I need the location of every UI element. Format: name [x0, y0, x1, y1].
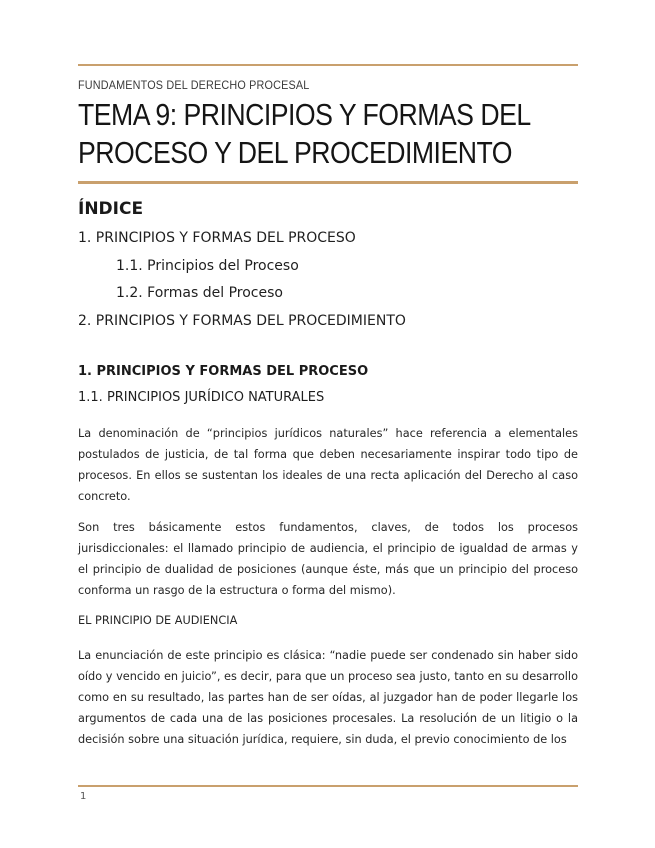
footer-rule	[78, 785, 578, 787]
page-number: 1	[80, 791, 87, 802]
header-bottom-rule	[78, 181, 578, 184]
paragraph-principios-naturales: La denominación de “principios jurídicos naturales” hace referencia a elementales postulados de justicia, de tal forma que deben necesariamente inspirar todo tipo de procesos. En ellos se sustentan los ideales de una recta aplicación del Derecho al caso concreto.	[78, 427, 578, 503]
toc-item-section-1: 1. PRINCIPIOS Y FORMAS DEL PROCESO	[78, 230, 356, 246]
course-subject: FUNDAMENTOS DEL DERECHO PROCESAL	[78, 78, 310, 92]
toc-item-section-2: 2. PRINCIPIOS Y FORMAS DEL PROCEDIMIENTO	[78, 312, 406, 329]
audiencia-heading: EL PRINCIPIO DE AUDIENCIA	[78, 614, 238, 627]
table-of-contents	[78, 229, 406, 339]
paragraph-tres-fundamentos: Son tres básicamente estos fundamentos, claves, de todos los procesos jurisdiccionales: el llamado principio de audiencia, el principio de igualdad de armas y el principio de dualidad de posiciones (aunque éste, más que un principio del proceso conforma un rasgo de la estructura o forma del mismo).	[78, 521, 578, 597]
section-title: 1. PRINCIPIOS Y FORMAS DEL PROCESO	[78, 364, 369, 379]
header-top-rule	[78, 64, 578, 66]
subsection-title: 1.1. PRINCIPIOS JURÍDICO NATURALES	[78, 390, 325, 405]
toc-heading: ÍNDICE	[78, 199, 144, 219]
toc-item-section-1-1: 1.1. Principios del Proceso	[116, 257, 299, 274]
page-title: TEMA 9: PRINCIPIOS Y FORMAS DEL PROCESO Y DEL PROCEDIMIENTO	[78, 97, 530, 170]
paragraph-principio-audiencia: La enunciación de este principio es clásica: “nadie puede ser condenado sin haber sido oído y vencido en juicio”, es decir, para que un proceso sea justo, tanto en su desarrollo como en su resultado, las partes han de ser oídas, al juzgador han de poder llegarle los argumentos de cada una de las posiciones procesales. La resolución de un litigio o la decisión sobre una situación jurídica, requiere, sin duda, el previo conocimiento de los	[78, 649, 578, 746]
toc-item-section-1-2: 1.2. Formas del Proceso	[116, 285, 283, 301]
